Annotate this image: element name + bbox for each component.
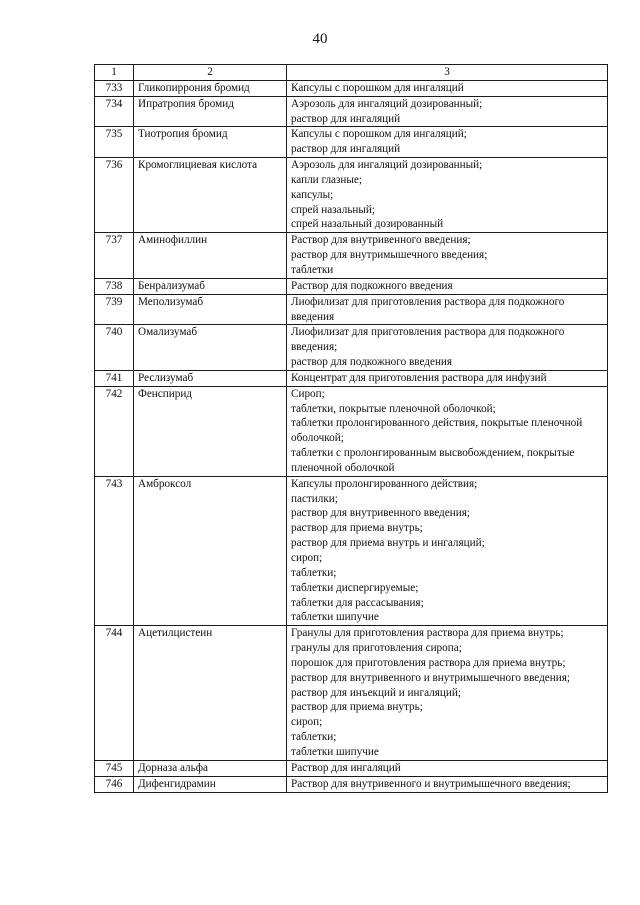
drug-name: Гликопиррония бромид: [134, 80, 287, 96]
table-row: [95, 626, 608, 761]
drug-name: Ипратропия бромид: [134, 96, 287, 127]
drug-name: Дорназа альфа: [134, 760, 287, 776]
dosage-form-item: раствор для ингаляций: [291, 143, 401, 156]
dosage-forms: [287, 325, 608, 371]
dosage-form-item: Гранулы для приготовления раствора для приема внутрь;: [291, 627, 564, 640]
dosage-forms: [287, 294, 608, 325]
dosage-form-item: Лиофилизат для приготовления раствора для подкожного введения;: [291, 326, 565, 354]
dosage-form-item: раствор для приема внутрь;: [291, 522, 423, 535]
dosage-forms: [287, 626, 608, 761]
dosage-form-item: раствор для внутримышечного введения;: [291, 249, 488, 262]
drug-name: Ацетилцистеин: [134, 626, 287, 761]
table-row: [95, 96, 608, 127]
dosage-form-item: сироп;: [291, 552, 323, 564]
dosage-form-item: таблетки пролонгированного действия, покрытые пленочной оболочкой;: [291, 417, 583, 445]
dosage-forms: [287, 80, 608, 96]
dosage-form-item: Капсулы с порошком для ингаляций;: [291, 128, 467, 141]
dosage-forms: [287, 476, 608, 625]
header-row: [95, 65, 608, 81]
dosage-form-item: сироп;: [291, 716, 323, 729]
table-row: [95, 760, 608, 776]
drug-name: Тиотропия бромид: [134, 127, 287, 158]
drug-table: [94, 64, 608, 793]
dosage-form-item: порошок для приготовления раствора для приема внутрь;: [291, 656, 566, 669]
dosage-form-item: капли глазные;: [291, 173, 363, 186]
column-header-1: 1: [95, 65, 134, 81]
dosage-form-item: раствор для внутривенного и внутримышечного введения;: [291, 671, 571, 684]
row-number: 742: [95, 386, 134, 476]
dosage-forms: [287, 127, 608, 158]
dosage-form-item: раствор для приема внутрь;: [291, 701, 423, 714]
dosage-form-item: таблетки диспергируемые;: [291, 581, 419, 594]
dosage-form-item: раствор для приема внутрь и ингаляций;: [291, 537, 485, 550]
dosage-form-item: Аэрозоль для ингаляций дозированный;: [291, 97, 483, 110]
drug-name: Реслизумаб: [134, 370, 287, 386]
table-row: [95, 325, 608, 371]
drug-name: Бенрализумаб: [134, 278, 287, 294]
dosage-form-item: Раствор для подкожного введения: [291, 279, 453, 292]
drug-name: Аминофиллин: [134, 233, 287, 279]
dosage-form-item: таблетки шипучие: [291, 745, 379, 758]
dosage-form-item: гранулы для приготовления сиропа;: [291, 642, 462, 655]
dosage-form-item: таблетки для рассасывания;: [291, 596, 424, 609]
row-number: 733: [95, 80, 134, 96]
table-row: [95, 294, 608, 325]
dosage-form-item: таблетки;: [291, 731, 337, 744]
dosage-form-item: раствор для подкожного введения: [291, 356, 453, 369]
dosage-form-item: Раствор для внутривенного и внутримышечного введения;: [291, 777, 571, 790]
table-row: [95, 370, 608, 386]
dosage-form-item: таблетки шипучие: [291, 611, 379, 624]
table-row: [95, 278, 608, 294]
drug-name: Амброксол: [134, 476, 287, 625]
dosage-form-item: Сироп;: [291, 387, 325, 400]
dosage-forms: [287, 370, 608, 386]
column-header-3: 3: [287, 65, 608, 81]
table-row: [95, 386, 608, 476]
dosage-forms: [287, 158, 608, 233]
table-row: [95, 158, 608, 233]
dosage-form-item: Раствор для ингаляций: [291, 761, 401, 774]
dosage-form-item: спрей назальный;: [291, 203, 376, 216]
dosage-forms: [287, 776, 608, 792]
drug-name: Дифенгидрамин: [134, 776, 287, 792]
table-header: [95, 65, 608, 81]
table-row: [95, 233, 608, 279]
row-number: 736: [95, 158, 134, 233]
drug-name: Меполизумаб: [134, 294, 287, 325]
dosage-form-item: таблетки с пролонгированным высвобождением, покрытые пленочной оболочкой: [291, 447, 575, 474]
dosage-form-item: Концентрат для приготовления раствора для инфузий: [291, 371, 547, 384]
row-number: 746: [95, 776, 134, 792]
table-row: [95, 776, 608, 792]
dosage-form-item: таблетки, покрытые пленочной оболочкой;: [291, 402, 496, 415]
dosage-forms: [287, 278, 608, 294]
row-number: 739: [95, 294, 134, 325]
dosage-forms: [287, 96, 608, 127]
drug-name: Омализумаб: [134, 325, 287, 371]
drug-name: Кромоглициевая кислота: [134, 158, 287, 233]
dosage-form-item: капсулы;: [291, 188, 334, 201]
dosage-form-item: таблетки: [291, 263, 334, 276]
dosage-form-item: раствор для ингаляций: [291, 112, 401, 125]
dosage-form-item: пастилки;: [291, 492, 338, 505]
dosage-forms: [287, 386, 608, 476]
table-row: [95, 127, 608, 158]
dosage-form-item: Капсулы с порошком для ингаляций: [291, 81, 464, 94]
table-row: [95, 80, 608, 96]
dosage-form-item: Раствор для внутривенного введения;: [291, 234, 471, 247]
row-number: 735: [95, 127, 134, 158]
drug-name: Фенспирид: [134, 386, 287, 476]
row-number: 743: [95, 476, 134, 625]
row-number: 740: [95, 325, 134, 371]
table-body: [95, 80, 608, 792]
dosage-form-item: таблетки;: [291, 566, 337, 579]
row-number: 741: [95, 370, 134, 386]
row-number: 745: [95, 760, 134, 776]
column-header-2: 2: [134, 65, 287, 81]
row-number: 734: [95, 96, 134, 127]
table-row: [95, 476, 608, 625]
dosage-forms: [287, 760, 608, 776]
dosage-form-item: раствор для внутривенного введения;: [291, 507, 470, 520]
dosage-form-item: Аэрозоль для ингаляций дозированный;: [291, 159, 483, 172]
dosage-forms: [287, 233, 608, 279]
dosage-form-item: Капсулы пролонгированного действия;: [291, 477, 478, 490]
dosage-form-item: раствор для инъекций и ингаляций;: [291, 686, 461, 699]
page-number: 40: [312, 31, 328, 47]
row-number: 744: [95, 626, 134, 761]
dosage-form-item: спрей назальный дозированный: [291, 218, 444, 231]
row-number: 738: [95, 278, 134, 294]
row-number: 737: [95, 233, 134, 279]
dosage-form-item: Лиофилизат для приготовления раствора для подкожного введения: [291, 295, 565, 323]
